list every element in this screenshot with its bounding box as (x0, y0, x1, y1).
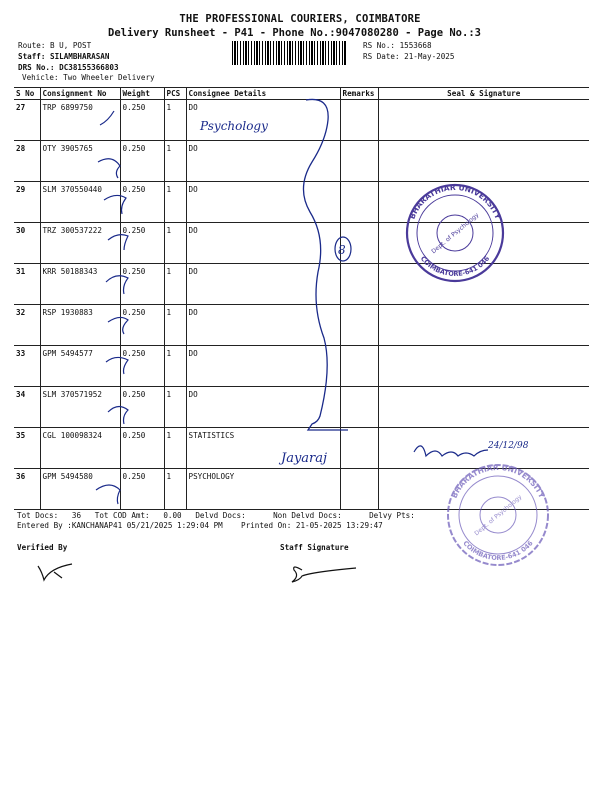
row27-note: Psychology (200, 119, 268, 133)
totals-line (17, 511, 415, 520)
cell-sno: 31 (14, 264, 40, 305)
cell-consignment-no: GPM 5494577 (40, 346, 120, 387)
cell-pcs: 1 (164, 141, 186, 182)
cell-consignee: DO (186, 223, 340, 264)
cell-pcs: 1 (164, 469, 186, 510)
table-row (14, 182, 589, 223)
cell-remarks (340, 469, 378, 510)
cell-consignee: DO (186, 387, 340, 428)
cell-seal-signature (378, 469, 589, 510)
cell-remarks (340, 346, 378, 387)
non-delvd-label: Non Delvd Docs: (273, 511, 342, 520)
stamp-dept-text: Dept. of Psychology (430, 211, 481, 256)
cell-weight: 0.250 (120, 264, 164, 305)
tot-docs-value: 36 (71, 511, 82, 520)
rs-number: RS No.: 1553668 (363, 41, 432, 50)
col-pcs: PCS (164, 88, 186, 100)
stamp-university-text: BHARATHIAR UNIVERSITY (407, 182, 503, 221)
cell-weight: 0.250 (120, 305, 164, 346)
cell-consignee: DO (186, 141, 340, 182)
cell-pcs: 1 (164, 100, 186, 141)
company-title: THE PROFESSIONAL COURIERS, COIMBATORE (179, 13, 421, 25)
cell-consignment-no: KRR 50188343 (40, 264, 120, 305)
cell-sno: 35 (14, 428, 40, 469)
cell-consignment-no: GPM 5494580 (40, 469, 120, 510)
col-consignment-no: Consignment No (40, 88, 120, 100)
stamp2-location-text: COIMBATORE-641 046 (461, 539, 535, 563)
cell-seal-signature (378, 387, 589, 428)
cell-sno: 29 (14, 182, 40, 223)
cell-pcs: 1 (164, 346, 186, 387)
cell-seal-signature (378, 100, 589, 141)
consignment-table (14, 87, 589, 510)
stamp2-dept-text: Dept. of Psychology (473, 493, 524, 538)
table-row (14, 305, 589, 346)
cell-consignee: PSYCHOLOGY (186, 469, 340, 510)
rs-date: RS Date: 21-May-2025 (363, 52, 455, 61)
cell-sno: 36 (14, 469, 40, 510)
cell-remarks (340, 182, 378, 223)
cell-sno: 33 (14, 346, 40, 387)
cell-seal-signature (378, 264, 589, 305)
cell-consignee: DO (186, 264, 340, 305)
cell-sno: 30 (14, 223, 40, 264)
cell-weight: 0.250 (120, 469, 164, 510)
cell-weight: 0.250 (120, 100, 164, 141)
cell-seal-signature (378, 141, 589, 182)
cell-pcs: 1 (164, 387, 186, 428)
cell-consignee: DO (186, 182, 340, 223)
table-row (14, 469, 589, 510)
cell-consignee: DO (186, 346, 340, 387)
verified-by-signature (38, 564, 72, 580)
table-row (14, 346, 589, 387)
cell-pcs: 1 (164, 428, 186, 469)
stamp-location-text: COIMBATORE-641 046 (418, 254, 492, 279)
cell-consignment-no: SLM 370550440 (40, 182, 120, 223)
printed-on: Printed On: 21-05-2025 13:29:47 (241, 521, 383, 530)
barcode (232, 41, 346, 65)
table-row (14, 100, 589, 141)
delvy-pts-label: Delvy Pts: (369, 511, 415, 520)
col-remarks: Remarks (340, 88, 378, 100)
cell-sno: 28 (14, 141, 40, 182)
circled-number: 8 (338, 243, 346, 257)
cell-consignee: STATISTICS (186, 428, 340, 469)
table-row (14, 428, 589, 469)
staff-signature-mark (292, 567, 356, 582)
col-weight: Weight (120, 88, 164, 100)
delvd-docs-label: Delvd Docs: (195, 511, 246, 520)
table-row (14, 264, 589, 305)
cell-consignment-no: CGL 100098324 (40, 428, 120, 469)
cell-pcs: 1 (164, 305, 186, 346)
cell-consignee: DO (186, 100, 340, 141)
cell-remarks (340, 305, 378, 346)
cell-sno: 27 (14, 100, 40, 141)
route-label: Route: B U, POST (18, 41, 92, 50)
cell-weight: 0.250 (120, 223, 164, 264)
cell-consignment-no: TRP 6899750 (40, 100, 120, 141)
cell-seal-signature (378, 428, 589, 469)
runsheet-title: Delivery Runsheet - P41 - Phone No.:9047080280 - Page No.:3 (108, 27, 481, 39)
cell-seal-signature (378, 223, 589, 264)
cell-remarks (340, 387, 378, 428)
cell-consignment-no: TRZ 300537222 (40, 223, 120, 264)
cell-pcs: 1 (164, 223, 186, 264)
cell-sno: 34 (14, 387, 40, 428)
cell-weight: 0.250 (120, 387, 164, 428)
cell-consignment-no: OTY 3905765 (40, 141, 120, 182)
cell-remarks (340, 100, 378, 141)
cell-remarks (340, 264, 378, 305)
tot-cod-label: Tot COD Amt: (94, 511, 150, 520)
col-sno: S No (14, 88, 40, 100)
cell-weight: 0.250 (120, 141, 164, 182)
vehicle-label: Vehicle: Two Wheeler Delivery (22, 73, 155, 82)
stamp2-university-text: BHARATHIAR UNIVERSITY (449, 462, 547, 500)
entry-line (17, 521, 383, 530)
cell-seal-signature (378, 305, 589, 346)
col-seal-signature: Seal & Signature (378, 88, 589, 100)
staff-label: Staff: SILAMBHARASAN (18, 52, 110, 61)
tot-cod-value: 0.00 (163, 511, 182, 520)
row35-note: Jayaraj (281, 451, 328, 466)
cell-remarks (340, 223, 378, 264)
drs-number: DRS No.: DC38155366803 (18, 63, 119, 72)
entered-by: Entered By :KANCHANAP41 05/21/2025 1:29:04 PM (17, 521, 223, 530)
table-row (14, 223, 589, 264)
tot-docs-label: Tot Docs: (17, 511, 59, 520)
row35-signature-note: 24/12/98 (488, 441, 529, 451)
cell-weight: 0.250 (120, 428, 164, 469)
cell-pcs: 1 (164, 182, 186, 223)
cell-pcs: 1 (164, 264, 186, 305)
svg-text:COIMBATORE-641 046 (461, 539, 535, 562)
cell-remarks (340, 141, 378, 182)
staff-signature-label: Staff Signature (280, 543, 349, 552)
cell-consignee: DO (186, 305, 340, 346)
cell-remarks (340, 428, 378, 469)
cell-consignment-no: SLM 370571952 (40, 387, 120, 428)
table-row (14, 141, 589, 182)
cell-weight: 0.250 (120, 346, 164, 387)
table-header-row (14, 88, 589, 100)
cell-weight: 0.250 (120, 182, 164, 223)
table-row (14, 387, 589, 428)
verified-by-label: Verified By (17, 543, 68, 552)
cell-seal-signature (378, 182, 589, 223)
cell-seal-signature (378, 346, 589, 387)
col-consignee-details: Consignee Details (186, 88, 340, 100)
cell-consignment-no: RSP 1930883 (40, 305, 120, 346)
cell-sno: 32 (14, 305, 40, 346)
